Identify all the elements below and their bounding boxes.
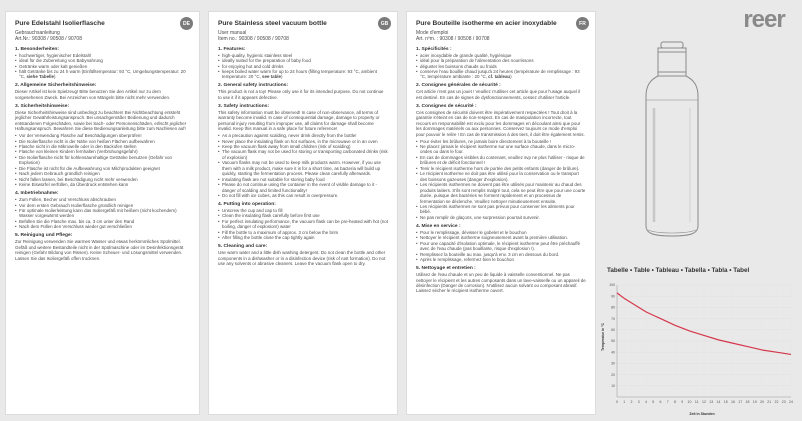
list-item: • Tenir le récipient isotherme hors de portée des petits enfants (danger de brûlure). <box>416 166 586 171</box>
list-item: • Vacuum flasks may not be used to keep milk products warm. However, if you use them with a milk product, make sure it is for a short time, as bacteria will build up quickly, starting the fermentation process. Please clean carefully afterwards. <box>218 160 388 176</box>
y-tick-label: 10 <box>611 384 615 388</box>
list-item: • Les récipients isothermes ne sont pas prévus pour conserver les aliments pour bébé. <box>416 204 586 215</box>
x-tick-label: 17 <box>738 400 743 404</box>
y-tick-label: 100 <box>609 283 615 288</box>
content-english <box>209 43 397 267</box>
reer-logo <box>733 6 795 32</box>
list-item: • déguster les boissons chauds ou froids <box>416 64 586 69</box>
section-heading: 3. Consignes de sécurité : <box>416 103 477 109</box>
x-tick-label: 9 <box>681 400 684 404</box>
section-text: Zur Reinigung verwenden Sie warmes Wasser und etwas herkömmliches Spülmittel. Gefäß und weitere Bestandteile nicht in der Spülmaschine oder im Desinfektionsgerät reinigen (Gefahr Bildung von Rissen). Keine Scheuer- und Lösungsmittel verwenden. Lassen Sie das Isoliergefäß offen trocknen. <box>15 239 184 261</box>
title-french: Pure Bouteille isotherme en acier inoxydable <box>416 20 557 27</box>
x-tick-label: 14 <box>716 400 721 404</box>
section-2 <box>218 83 388 100</box>
section-5 <box>15 233 190 261</box>
section-heading: 5. Reinigung und Pflege: <box>15 233 73 239</box>
section-text: Ces consignes de sécurité doivent être impérativement respectées ! Tout droit à la garantie s'éteint en cas de non-respect. En cas de manipulation incorrecte, tout recours en responsabilité est exclu pour les dommages en découlant ainsi que pour les dommages matériels ou aux personnes. Conservez toujours ce mode d'emploi pour pouvoir le relire ! En cas de transmission à des tiers, il doit être également remis. <box>416 109 585 137</box>
bullet-list <box>15 53 190 80</box>
panel-english <box>208 11 398 415</box>
list-item: • En cas de dommages visibles du contenant, veuillez svp ne plus l'utiliser - risque de brûlures et de déficit fonctionnel ! <box>416 155 586 166</box>
section-text: This safety information must be observed! In case of non-observance, all terms of warranty become invalid. In case of consequential damage, damage to property or personal injury resulting from improper use, all claims for damage shall become invalid. Keep this manual in a safe place for future reference! <box>218 109 380 132</box>
section-5 <box>416 266 586 294</box>
x-tick-label: 21 <box>767 400 772 404</box>
section-heading: 4. Putting into operation: <box>218 202 276 208</box>
list-item: • keeps boiled water warm for up to 24 hours (filling temperature: 93 °C, ambient temperature: 20 °C, see table) <box>218 69 388 80</box>
bullet-list <box>416 53 586 80</box>
x-tick-label: 13 <box>709 400 714 404</box>
y-tick-label: 20 <box>611 372 615 377</box>
y-axis-label: Temperatur in °C <box>601 323 605 351</box>
list-item: • Getränke warm oder kalt genießen <box>15 64 190 69</box>
list-item: • Do not fill with ice cubes, as this can result in overpressure. <box>218 193 388 198</box>
list-item: • Nicht fallen lassen, bei Beschädigung nicht mehr verwenden <box>15 177 190 182</box>
y-tick-label: 50 <box>611 339 615 344</box>
chart-grid <box>617 285 791 397</box>
title-english: Pure Stainless steel vacuum bottle <box>218 20 327 27</box>
bullet-list <box>15 133 190 188</box>
list-item: • Flasche nicht in die Mikrowelle oder in den Backofen stellen <box>15 144 190 149</box>
y-tick-label: 60 <box>611 328 615 332</box>
section-text: Dieser Artikel ist kein Spielzeug! Bitte benutzen Sie den Artikel nur zu dem vorgesehenen Zweck. Bei Anzeichen von Mängeln bitte nicht mehr verwenden. <box>15 89 171 100</box>
section-heading: 3. Safety instructions: <box>218 103 270 109</box>
list-item: • Nettoyer le récipient isotherme soigneusement avant la première utilisation. <box>416 235 586 240</box>
section-3 <box>15 104 190 188</box>
section-text: Use warm water and a little dish washing detergent. Do not clean the bottle and other components in a dishwasher or in a disinfection device (risk of rust formation). Do not use any solvents or abrasive cleaners. Leave the vacuum flask open to dry. <box>218 250 386 267</box>
bottle-illustration <box>624 40 720 240</box>
bullet-list <box>218 133 388 198</box>
y-axis-ticks <box>609 283 615 388</box>
subtitle-french: Mode d'emploi <box>416 30 449 36</box>
panel-german <box>5 11 200 415</box>
list-item: • ideally suited for the preparation of baby food <box>218 58 388 63</box>
x-tick-label: 3 <box>637 400 640 404</box>
x-tick-label: 6 <box>659 400 662 404</box>
table-reference: cf. tableau <box>488 74 511 80</box>
section-4 <box>416 224 586 263</box>
content-french <box>407 43 595 294</box>
language-badge-gb: GB <box>378 17 391 30</box>
x-tick-label: 0 <box>616 400 618 404</box>
section-heading: 3. Sicherheitshinweise: <box>15 103 70 109</box>
list-item: • Pour une capacité d'isolation optimale, le récipient isotherme peut être préchauffé avec de l'eau chaude (pas bouillante, risque d'explosion !). <box>416 241 586 252</box>
artno-english: Item no.: 90308 / 90508 / 90708 <box>218 36 289 43</box>
x-axis-label: Zeit in Stunden <box>689 412 715 416</box>
section-heading: 1. Spécificités : <box>416 46 452 52</box>
list-item: • high-quality, hygienic stainless steel <box>218 53 388 58</box>
section-1 <box>15 47 190 80</box>
table-reference: see table <box>262 74 282 80</box>
x-tick-label: 1 <box>623 400 626 404</box>
list-item: • Für optimale Isolierleistung kann das Isoliergefäß mit heißem (nicht kochendem) Wasser vorgewärmt werden <box>15 208 190 219</box>
section-heading: 1. Features: <box>218 46 246 52</box>
list-item: • Die Flasche ist nicht für die Aufbewahrung von Milchprodukten geeignet <box>15 166 190 171</box>
list-item: • Unscrew the cup and cap to fill <box>218 208 388 213</box>
list-item: • Keine Eiswürfel verfüllen, da Überdruck entstehen kann <box>15 182 190 187</box>
section-heading: 1. Besonderheiten: <box>15 46 60 52</box>
y-tick-label: 90 <box>611 294 615 299</box>
list-item: • Insulating flask are not suitable for storing baby food <box>218 177 388 182</box>
y-tick-label: 30 <box>611 361 615 366</box>
list-item: • Le récipient isotherme ne doit pas être utilisé pour la conservation ou le transport des boissons gazeuses (danger d'explosion). <box>416 171 586 182</box>
temperature-chart <box>595 277 800 419</box>
svg-text:reer: reer <box>743 6 785 32</box>
list-item: • hält Getränke bis zu 24 h warm (Einfülltemperatur: 93 °C, Umgebungstemperatur: 20 °C, siehe Tabelle) <box>15 69 190 80</box>
list-item: • The vacuum flask may not be used for storing or transporting carbonated drinks (risk of explosion) <box>218 149 388 160</box>
section-heading: 2. General safety instructions: <box>218 83 289 89</box>
list-item: • Ne placez jamais le récipient isotherme sur une surface chaude, dans le micro-ondes ou dans le four. <box>416 144 586 155</box>
section-4 <box>15 191 190 230</box>
x-tick-label: 24 <box>789 400 793 404</box>
section-2 <box>416 83 586 100</box>
x-tick-label: 5 <box>652 400 655 404</box>
section-1 <box>218 47 388 80</box>
x-tick-label: 15 <box>723 400 728 404</box>
list-item: • Vor dem ersten Gebrauch Isolierflasche gründlich reinigen <box>15 203 190 208</box>
section-text: Cet article n'est pas un jouet ! Veuillez n'utiliser cet article que pour l'usage auquel il est destiné. En cas de signes de dysfonctionnements, cessez d'utiliser l'article. <box>416 89 581 100</box>
section-1 <box>416 47 586 80</box>
section-text: This product is not a toy! Please only use it for its intended purpose. Do not continue to use it if it appears defective. <box>218 89 384 100</box>
x-tick-label: 23 <box>781 400 786 404</box>
list-item: • idéal pour la préparation de l'alimentation des nourrissons <box>416 58 586 63</box>
section-5 <box>218 244 388 266</box>
artno-german: Art.Nr.: 90308 / 90508 / 90708 <box>15 36 82 43</box>
bullet-list <box>416 230 586 263</box>
section-4 <box>218 202 388 241</box>
title-german: Pure Edelstahl Isolierflasche <box>15 20 105 27</box>
list-item: • Remplissez la bouteille au max. jusqu'à env. 3 cm en dessous du bord. <box>416 252 586 257</box>
panel-french <box>406 11 596 415</box>
language-badge-de: DE <box>180 17 193 30</box>
x-axis-ticks <box>616 400 793 404</box>
list-item: • Keep the vacuum flask away from small children (risk of scalding) <box>218 144 388 149</box>
section-heading: 4. Inbetriebnahme: <box>15 191 59 197</box>
list-item: • Ne pas remplir de glaçons, une surpression pourrait survenir. <box>416 215 586 220</box>
list-item: • ideal für die Zubereitung von Babynahrung <box>15 58 190 63</box>
list-item: • Befüllen Sie die Flasche max. bis ca. 3 cm unter den Rand <box>15 219 190 224</box>
x-tick-label: 10 <box>687 400 692 404</box>
list-item: • Nach dem Füllen den Verschluss wieder gut verschließen <box>15 224 190 229</box>
chart-title: Tabelle • Table • Tableau • Tabella • Tabla • Tabel <box>607 267 750 274</box>
section-heading: 2. Allgemeine Sicherheitshinweise: <box>15 83 97 89</box>
section-heading: 5. Nettoyage et entretien : <box>416 266 476 272</box>
list-item: • Fill the bottle to a maximum of approx. 3 cm below the brim <box>218 230 388 235</box>
list-item: • Never place the insulating flask on hot surfaces, in the microwave or in an oven <box>218 139 388 144</box>
x-tick-label: 2 <box>630 400 633 404</box>
bullet-list <box>218 208 388 241</box>
list-item: • As a precaution against scalding, never drink directly from the bottle! <box>218 133 388 138</box>
section-heading: 5. Cleaning and care: <box>218 244 268 250</box>
y-tick-label: 80 <box>611 305 615 310</box>
list-item: • Die Isolierflasche nicht in der Nähe von heißen Flächen aufbewahren <box>15 139 190 144</box>
y-tick-label: 70 <box>611 316 615 321</box>
list-item: • Pour le remplissage, dévisser le gobelet et le bouchon <box>416 230 586 235</box>
section-3 <box>416 104 586 221</box>
x-tick-label: 18 <box>745 400 750 404</box>
list-item: • Nach jedem Gebrauch gründlich reinigen <box>15 171 190 176</box>
list-item: • for enjoying hot and cold drinks <box>218 64 388 69</box>
section-3 <box>218 104 388 199</box>
list-item: • Les récipients isothermes ne doivent pas être utilisés pour maintenir au chaud des produits laitiers. S'ils sont remplis malgré tout, cela ne peut être que pour une courte durée, puisque des bactéries se forment rapidement et un processus de fermentation se déclenche. Veuillez nettoyer minutieusement ensuite. <box>416 182 586 204</box>
x-tick-label: 19 <box>752 400 757 404</box>
list-item: • For perfect insulating performance, the vacuum flask can be pre-heated with hot (not boiling, danger of explosion!) water <box>218 219 388 230</box>
list-item: • conserve l'eau bouillie chaud jusqu'à 24 heures (température de remplissage : 93 °C, température ambiante : 20 °C, cf. tableau) <box>416 69 586 80</box>
section-text: Utilisez de l'eau chaude et un peu de liquide à vaisselle conventionnel. Ne pas nettoyer le récipient et les autres composants dans un lave-vaisselle ou un appareil de désinfection (Danger de corrosion). N'utilisez aucun solvant ou composant abrasif. Laissez sécher le récipient isotherme ouvert. <box>416 272 586 294</box>
x-tick-label: 20 <box>760 400 764 404</box>
list-item: • Pour éviter les brûlures, ne jamais boire directement à la bouteille ! <box>416 139 586 144</box>
language-badge-fr: FR <box>576 17 589 30</box>
section-heading: 2. Consignes générales de sécurité : <box>416 83 501 89</box>
x-tick-label: 7 <box>666 400 669 404</box>
bullet-list <box>218 53 388 80</box>
x-tick-label: 11 <box>694 400 699 404</box>
table-reference: siehe Tabelle <box>26 74 54 80</box>
x-tick-label: 4 <box>645 400 647 404</box>
list-item: • acier inoxydable de grande qualité, hygiénique <box>416 53 586 58</box>
list-item: • Après le remplissage, refermez bien le bouchon <box>416 257 586 262</box>
bullet-list <box>416 139 586 221</box>
subtitle-german: Gebrauchsanleitung <box>15 30 60 36</box>
section-text: Diese Sicherheitshinweise sind unbedingt zu beachten! Bei Nichtbeachtung entsteht jeglicher Gewährleistungsanspruch. Bei unsachgemäßer Bedienung und dadurch entstandenen Folgeschäden, sowie bei Sach- oder Personenschäden, erlischt jeglicher Haftungsanspruch. Bewahren Sie diese Bedienungsanleitung bitte zum Nachlesen auf! <box>15 109 187 132</box>
x-tick-label: 12 <box>702 400 706 404</box>
x-tick-label: 16 <box>731 400 735 404</box>
list-item: • Die Isolierflasche nicht für kohlensäurehaltige Getränke benutzen (Gefahr von Explosion) <box>15 155 190 166</box>
list-item: • Vor der Verwendung Flasche auf Beschädigungen überprüfen! <box>15 133 190 138</box>
subtitle-english: User manual <box>218 30 247 36</box>
x-tick-label: 8 <box>674 400 676 404</box>
section-heading: 4. Mise en service : <box>416 223 461 229</box>
list-item: • After filling the bottle close the cap tightly again <box>218 235 388 240</box>
x-tick-label: 22 <box>774 400 779 404</box>
list-item: • Zum Füllen, Becher und Verschluss abschrauben <box>15 197 190 202</box>
artno-french: Art. nºm. : 90308 / 90508 / 90708 <box>416 36 490 43</box>
list-item: • Please do not continue using the container in the event of visible damage to it - danger of scalding and limited functionality! <box>218 182 388 193</box>
section-2 <box>15 83 190 100</box>
y-tick-label: 40 <box>611 350 615 355</box>
list-item: • hochwertiger, hygienischer Edelstahl <box>15 53 190 58</box>
bullet-list <box>15 197 190 230</box>
content-german <box>6 43 199 262</box>
list-item: • Flasche von kleinen Kindern fernhalten (Verbrühungsgefahr) <box>15 149 190 154</box>
list-item: • Clean the insulating flask carefully before first use <box>218 213 388 218</box>
